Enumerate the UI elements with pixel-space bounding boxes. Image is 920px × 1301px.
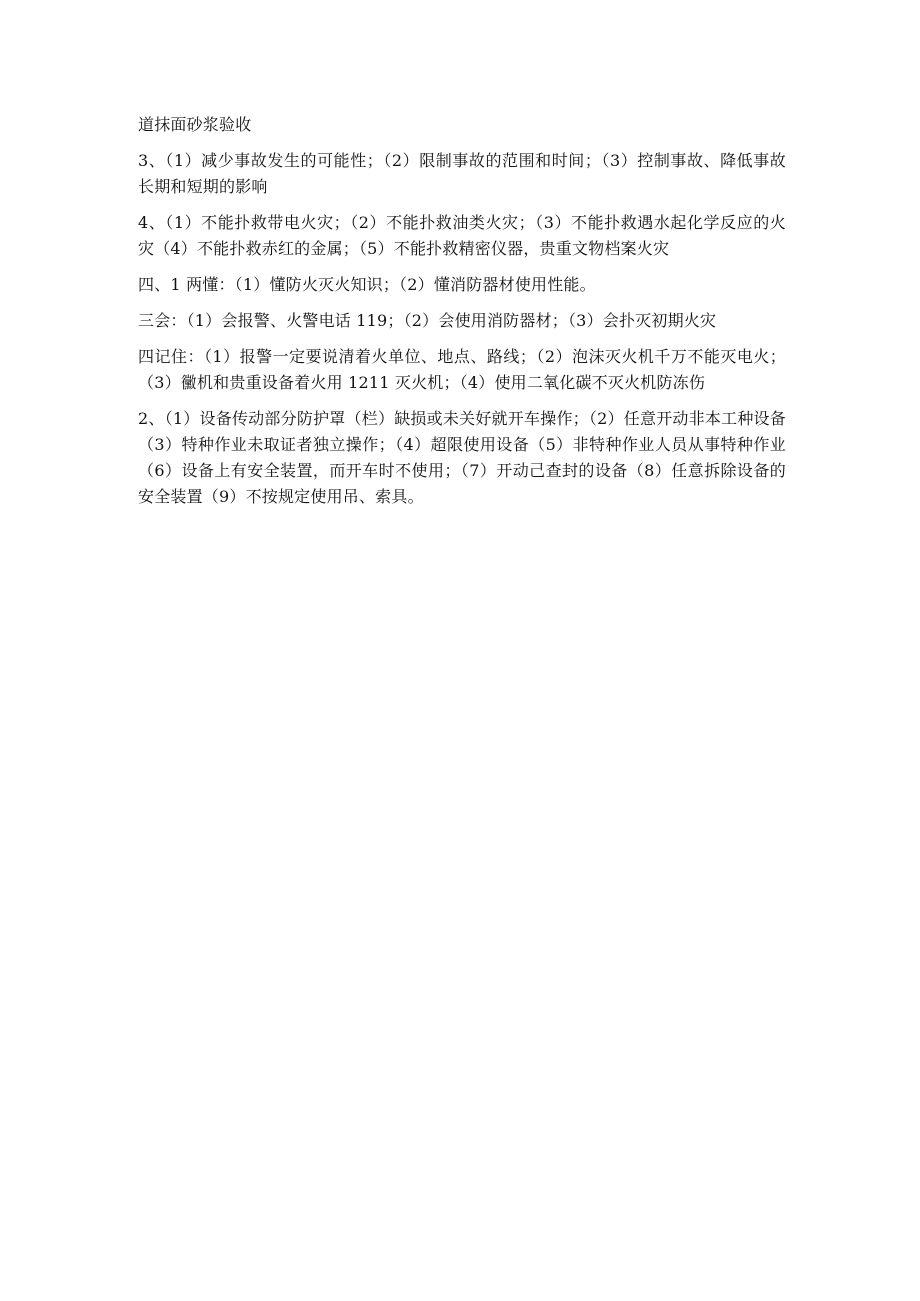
- document-page: [138, 112, 786, 520]
- paragraph-two-understandings: 四、1 两懂：（1）懂防火灭火知识；（2）懂消防器材使用性能。: [138, 275, 596, 294]
- paragraph-item-2: 2、（1）设备传动部分防护罩（栏）缺损或未关好就开车操作；（2）任意开动非本工种设备（3）特种作业未取证者独立操作；（4）超限使用设备（5）非特种作业人员从事特种作业（6）设备上有安全装置，而开车时不使用；（7）开动己查封的设备（8）任意拆除设备的安全装置（9）不按规定使用吊、索具。: [138, 409, 786, 506]
- paragraph-four-remembers: 四记住：（1）报警一定要说清着火单位、地点、路线；（2）泡沫灭火机千万不能灭电火；（3）黴机和贵重设备着火用 1211 灭火机；（4）使用二氧化碳不灭火机防冻伤: [138, 347, 786, 392]
- paragraph-item-4: 4、（1）不能扑救带电火灾；（2）不能扑救油类火灾；（3）不能扑救遇水起化学反应的火灾（4）不能扑救赤红的金属；（5）不能扑救精密仪器，贵重文物档案火灾: [138, 213, 786, 258]
- paragraph-item-3: 3、（1）减少事故发生的可能性；（2）限制事故的范围和时间；（3）控制事故、降低事故长期和短期的影响: [138, 151, 786, 196]
- paragraph-continuation: 道抹面砂浆验收: [138, 115, 252, 134]
- paragraph-three-abilities: 三会：（1）会报警、火警电话 119；（2）会使用消防器材；（3）会扑灭初期火灾: [138, 311, 717, 330]
